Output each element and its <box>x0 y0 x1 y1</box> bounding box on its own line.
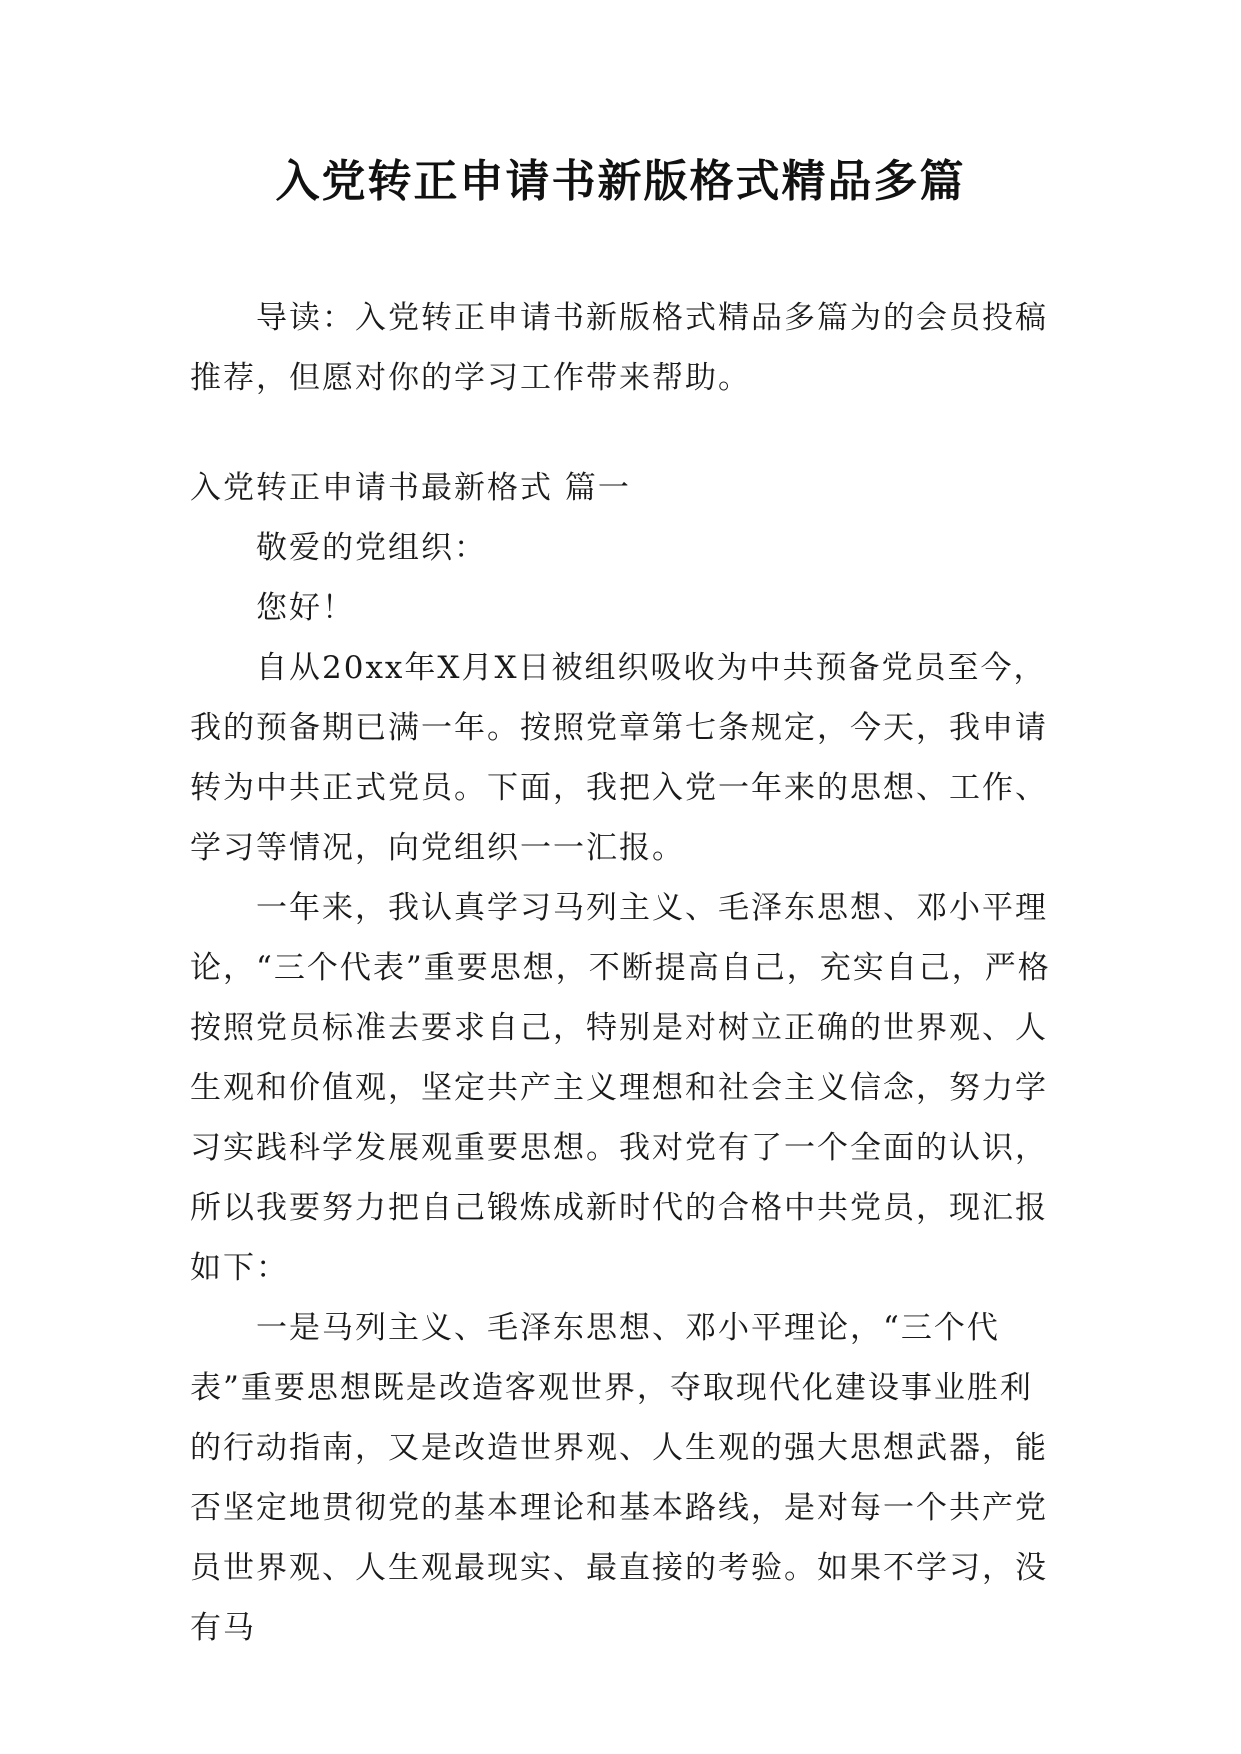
intro-block <box>190 288 1060 408</box>
body-paragraph: 一是马列主义、毛泽东思想、邓小平理论，“三个代表”重要思想既是改造客观世界，夺取现代化建设事业胜利的行动指南，又是改造世界观、人生观的强大思想武器，能否坚定地贯彻党的基本理论和基本路线，是对每一个共产党员世界观、人生观最现实、最直接的考验。如果不学习，没有马 <box>190 1310 1048 1646</box>
intro-paragraph: 导读：入党转正申请书新版格式精品多篇为的会员投稿推荐，但愿对你的学习工作带来帮助。 <box>190 300 1048 396</box>
greeting: 您好！ <box>256 590 355 626</box>
document-title: 入党转正申请书新版格式精品多篇 <box>275 156 966 207</box>
salutation: 敬爱的党组织： <box>256 530 487 566</box>
body-paragraph: 自从20xx年X月X日被组织吸收为中共预备党员至今，我的预备期已满一年。按照党章第七条规定，今天，我申请转为中共正式党员。下面，我把入党一年来的思想、工作、学习等情况，向党组织一一汇报。 <box>190 650 1048 866</box>
section-heading: 入党转正申请书最新格式 篇一 <box>190 470 631 506</box>
section-block <box>190 458 1060 1658</box>
body-paragraph: 一年来，我认真学习马列主义、毛泽东思想、邓小平理论，“三个代表”重要思想，不断提高自己，充实自己，严格按照党员标准去要求自己，特别是对树立正确的世界观、人生观和价值观，坚定共产主义理想和社会主义信念，努力学习实践科学发展观重要思想。我对党有了一个全面的认识，所以我要努力把自己锻炼成新时代的合格中共党员，现汇报如下： <box>190 890 1051 1286</box>
